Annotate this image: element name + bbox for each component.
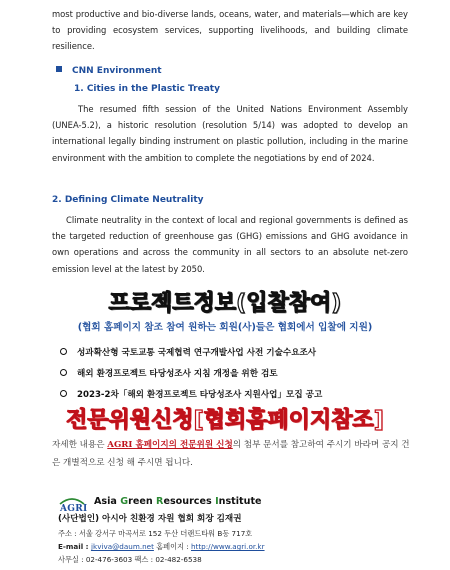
climate-paragraph: Climate neutrality in the context of local and regional governments is defined as the targeted reduction of greenhouse gas (GHG) emissions and GHG avoidance in own operations and across the community in all sectors to an absolute net-zero emission level at the latest by 2050. [52,215,408,274]
org-name-initial: G [120,496,129,507]
circle-bullet-icon [60,390,67,397]
list-item-label: 2023-2차「해외 환경프로젝트 타당성조사 지원사업」모집 공고 [77,390,323,400]
circle-bullet-icon [60,369,67,376]
org-name-part: nstitute [218,496,262,507]
list-item[interactable] [60,364,420,385]
org-name-korean: (사단법인) 아시아 친환경 자원 협회 회장 김재권 [58,514,242,524]
project-list [60,343,420,406]
expert-application-link[interactable]: AGRI 홈페이지의 전문위원 신청 [107,440,233,450]
list-item[interactable] [60,343,420,364]
org-name-part: esources [163,496,216,507]
agri-logo-text: AGRI [60,504,88,514]
org-name-english [94,496,262,507]
cnn-heading-text: CNN Environment [72,66,162,76]
project-info-subtitle: (협회 홈페이지 참조 참여 원하는 회원(사)들은 협회에서 입찰에 지원) [77,322,373,333]
list-item-label: 성과확산형 국토교통 국제협력 연구개발사업 사전 기술수요조사 [77,348,317,358]
notice-text-end: 의 첨부 문서를 참고하여 주시기 바라며 공지 건은 개별적으로 신청 해 주시면 됩니다. [52,440,410,468]
email-link[interactable]: jkviva@daum.net [91,542,154,551]
homepage-link[interactable]: http://www.agri.or.kr [190,542,265,551]
org-name-part: reen [128,496,157,507]
org-name-initial: R [156,496,164,507]
project-info-title: 프로젝트정보(입찰참여) [108,291,342,316]
cnn-heading [56,66,162,76]
circle-bullet-icon [60,348,67,355]
email-label: E-mail : [58,542,92,551]
phone-fax: 사무실 : 02-476-3603 팩스 : 02-482-6538 [58,555,202,564]
square-bullet-icon [56,66,62,72]
list-item-label: 해외 환경프로젝트 타당성조사 지침 개정을 위한 검토 [77,369,278,379]
climate-heading: 2. Defining Climate Neutrality [52,195,204,205]
intro-paragraph: most productive and bio-diverse lands, oceans, water, and materials—which are key to providing ecosystem services, supporting livelihoods, and building climate resilience. [52,9,408,52]
notice-text-start: 자세한 내용은 [52,440,108,450]
contact-line [58,542,265,552]
cnn-paragraph: The resumed fifth session of the United Nations Environment Assembly (UNEA-5.2), a historic resolution (resolution 5/14) was adopted to develop an international legally binding instrument on plastic pollution, including in the marine environment with the ambition to complete the negotiations by end of 2024. [52,104,408,163]
org-name-initial: I [215,496,219,507]
expert-application-title: 전문위원신청[협회홈페이지참조] [66,408,384,433]
address: 주소 : 서울 강서구 마곡서로 152 두산 더랜드타워 B동 717호 [58,529,253,538]
expert-notice [52,436,412,472]
homepage-label: 홈페이지 : [153,542,191,551]
org-name-part: Asia [94,496,121,507]
cnn-subheading: 1. Cities in the Plastic Treaty [74,84,220,94]
